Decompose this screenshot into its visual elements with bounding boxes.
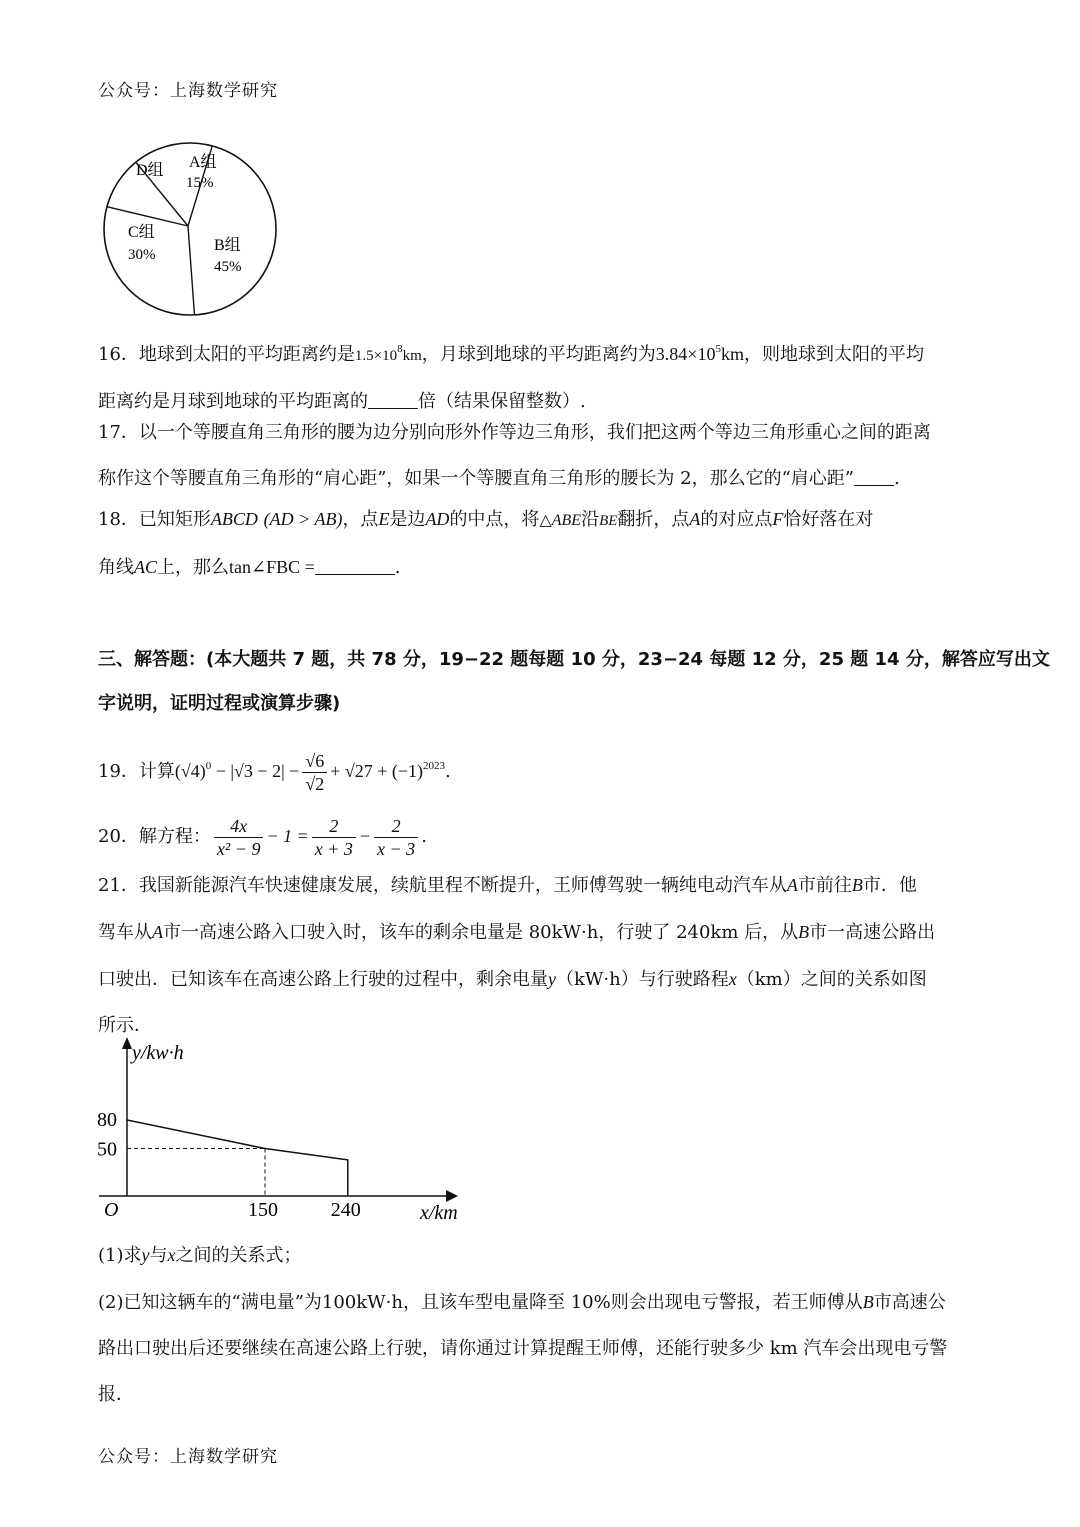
q21-part2-line1-a: (2)已知这辆车的“满电量”为100kW·h，且该车型电量降至 10%则会出现电亏警报，若王师傅从 (98, 1292, 863, 1313)
q18-math-5: △ABE (539, 512, 582, 529)
q16-text-4: 距离约是月球到地球的平均距离的 (98, 391, 368, 412)
q18-text-1: 已知矩形 (138, 509, 211, 530)
q18-text-4: 的中点，将 (449, 509, 540, 530)
q16-text-1: 地球到太阳的平均距离约是 (138, 344, 355, 365)
q18-text-5: 沿 (581, 509, 600, 530)
q19-text-2: . (445, 761, 451, 782)
pie-value-c: 30% (128, 247, 156, 263)
q21-part1-m2: x (167, 1245, 176, 1265)
q18-text-6: 翻折，点 (617, 509, 690, 530)
q20-frac2-den: x + 3 (314, 839, 353, 860)
y-axis-arrow (122, 1037, 132, 1049)
pie-divider-C组 (188, 226, 195, 315)
q18-text-8: 恰好落在对 (783, 509, 874, 530)
q16-text-3: ，则地球到太阳的平均 (743, 344, 924, 365)
q16-math-2-exp: 5 (715, 343, 721, 355)
question-17 (98, 410, 982, 502)
q20-frac1-den: x² − 9 (216, 839, 261, 860)
pie-label-b: B组 (214, 237, 241, 254)
q19-math-3-exp: 2023 (423, 760, 446, 772)
q18-math-10: tan∠FBC = (229, 557, 315, 577)
q18-math-7: A (689, 509, 701, 529)
data-point (264, 1148, 266, 1150)
q16-math-1: 1.5×10 (354, 348, 398, 364)
q21-line3-m2: x (728, 969, 737, 989)
q20-math-1: − 1 = (266, 826, 309, 846)
q19-math-2: − |√3 − 2| − (215, 761, 300, 781)
q18-text-2: ，点 (342, 509, 379, 530)
q18-answer-blank[interactable] (315, 556, 395, 575)
question-19 (98, 742, 982, 796)
q19-frac-den: √2 (305, 774, 325, 795)
q21-part1-c: 之间的关系式； (175, 1245, 302, 1266)
q21-line2-c: 市一高速公路出 (809, 922, 936, 943)
pie-label-d: D组 (136, 162, 164, 179)
y-tick-50: 50 (97, 1138, 117, 1161)
question-21-parts (98, 1232, 982, 1418)
x-axis-arrow (446, 1190, 458, 1202)
x-tick-150: 150 (248, 1199, 278, 1221)
question-21 (98, 862, 982, 1049)
origin-label: O (104, 1199, 119, 1221)
y-tick-80: 80 (97, 1109, 117, 1131)
q21-line2-b: 市一高速公路入口驶入时，该车的剩余电量是 80kW·h，行驶了 240km 后，从 (163, 922, 799, 943)
q16-number: 16． (98, 344, 139, 365)
pie-value-a: 15% (186, 175, 214, 191)
q20-frac3-num: 2 (374, 815, 418, 838)
data-point (126, 1119, 128, 1121)
q21-line4: 所示． (98, 1015, 152, 1036)
q20-number: 20． (98, 826, 139, 847)
pie-label-c: C组 (128, 224, 155, 241)
q21-part1-a: (1)求 (98, 1245, 142, 1266)
q19-text-1: 计算 (138, 761, 175, 782)
section-3-line-2: 字说明，证明过程或演算步骤) (98, 693, 341, 714)
q21-line3-m1: y (548, 969, 556, 989)
q21-line1-m2: B (851, 875, 863, 895)
q18-text-9: 角线 (98, 557, 134, 578)
q16-answer-blank[interactable] (368, 390, 418, 409)
q16-text-2: ，月球到地球的平均距离约为 (421, 344, 656, 365)
q21-line2-a: 驾车从 (98, 922, 152, 943)
footer-watermark: 公众号：上海数学研究 (98, 1447, 278, 1467)
q20-frac3-den: x − 3 (377, 839, 416, 860)
q16-math-1-exp: 8 (397, 343, 403, 355)
q19-math-3: + √27 + (−1) (330, 761, 424, 781)
q18-text-3: 是边 (389, 509, 426, 530)
q17-text-1: 以一个等腰直角三角形的腰为边分别向形外作等边三角形，我们把这两个等边三角形重心之间的距离 (138, 422, 931, 443)
q16-math-1-unit: km (402, 348, 422, 364)
q21-line1-a: 我国新能源汽车快速健康发展，续航里程不断提升，王师傅驾驶一辆纯电动汽车从 (138, 875, 787, 896)
q16-math-2: 3.84×10 (655, 344, 716, 364)
q21-line3-c: （km）之间的关系如图 (736, 969, 927, 990)
q18-text-10: 上，那么 (157, 557, 230, 578)
pie-value-b: 45% (214, 259, 242, 275)
q18-math-3: E (378, 509, 390, 529)
q20-math-2: − (358, 826, 372, 846)
q19-math-1: (√4) (174, 761, 206, 781)
q21-number: 21． (98, 875, 139, 896)
q17-answer-blank[interactable] (854, 467, 894, 486)
q17-text-3: . (893, 468, 900, 489)
section-3-line-1: 三、解答题：(本大题共 7 题，共 78 分，19−22 题每题 10 分，23−24 每题 12 分，25 题 14 分，解答应写出文 (98, 649, 1050, 670)
q21-part2-line3: 报． (98, 1384, 134, 1405)
pie-label-a: A组 (189, 154, 217, 171)
q19-math-1-exp: 0 (205, 760, 212, 772)
q20-text-1: 解方程： (138, 826, 211, 847)
q21-part2-line1-b: 市高速公 (873, 1292, 946, 1313)
q21-part2-line1-m: B (862, 1292, 874, 1312)
q18-math-4: AD (425, 509, 450, 529)
q18-math-8: F (772, 509, 784, 529)
q18-text-7: 的对应点 (700, 509, 773, 530)
q18-text-11: . (394, 557, 401, 578)
q16-math-2-unit: km (720, 344, 744, 364)
y-axis-label: y/kw·h (132, 1042, 184, 1064)
data-line (127, 1120, 348, 1160)
q21-line1-m1: A (786, 875, 798, 895)
question-20 (98, 812, 982, 861)
section-3-header (98, 638, 1050, 726)
q20-frac1-num: 4x (214, 815, 264, 838)
line-chart (94, 1035, 484, 1225)
q21-part1-m1: y (141, 1245, 150, 1265)
data-point (347, 1159, 349, 1161)
q18-math-1: ABCD (210, 509, 258, 529)
q21-part2-line2: 路出口驶出后还要继续在高速公路上行驶，请你通过计算提醒王师傅，还能行驶多少 km 汽车会出现电亏警 (98, 1338, 948, 1359)
q21-line1-c: 市．他 (862, 875, 917, 896)
q18-number: 18． (98, 509, 139, 530)
x-tick-240: 240 (330, 1199, 361, 1221)
q20-frac2-num: 2 (312, 815, 356, 838)
q21-line1-b: 市前往 (797, 875, 852, 896)
q19-frac-num: √6 (302, 750, 327, 773)
pie-chart (94, 137, 289, 322)
q21-line3-a: 口驶出．已知该车在高速公路上行驶的过程中，剩余电量 (98, 969, 548, 990)
q20-text-2: . (421, 826, 427, 847)
q21-line2-m2: B (798, 922, 810, 942)
q21-line3-b: （kW·h）与行驶路程 (556, 969, 729, 990)
header-watermark: 公众号：上海数学研究 (98, 81, 278, 101)
q19-number: 19． (98, 761, 139, 782)
q18-math-2: (AD > AB) (263, 509, 343, 529)
q17-text-2: 称作这个等腰直角三角形的“肩心距”，如果一个等腰直角三角形的腰长为 2，那么它的“肩心距” (98, 468, 854, 489)
question-18 (98, 496, 982, 591)
q17-number: 17． (98, 422, 139, 443)
q21-line2-m1: A (152, 922, 163, 942)
q16-text-5: 倍（结果保留整数）. (418, 391, 586, 412)
q18-math-9: AC (134, 557, 158, 577)
q21-part1-b: 与 (149, 1245, 168, 1266)
x-axis-label: x/km (420, 1202, 458, 1224)
q18-math-6: BE (599, 513, 618, 529)
